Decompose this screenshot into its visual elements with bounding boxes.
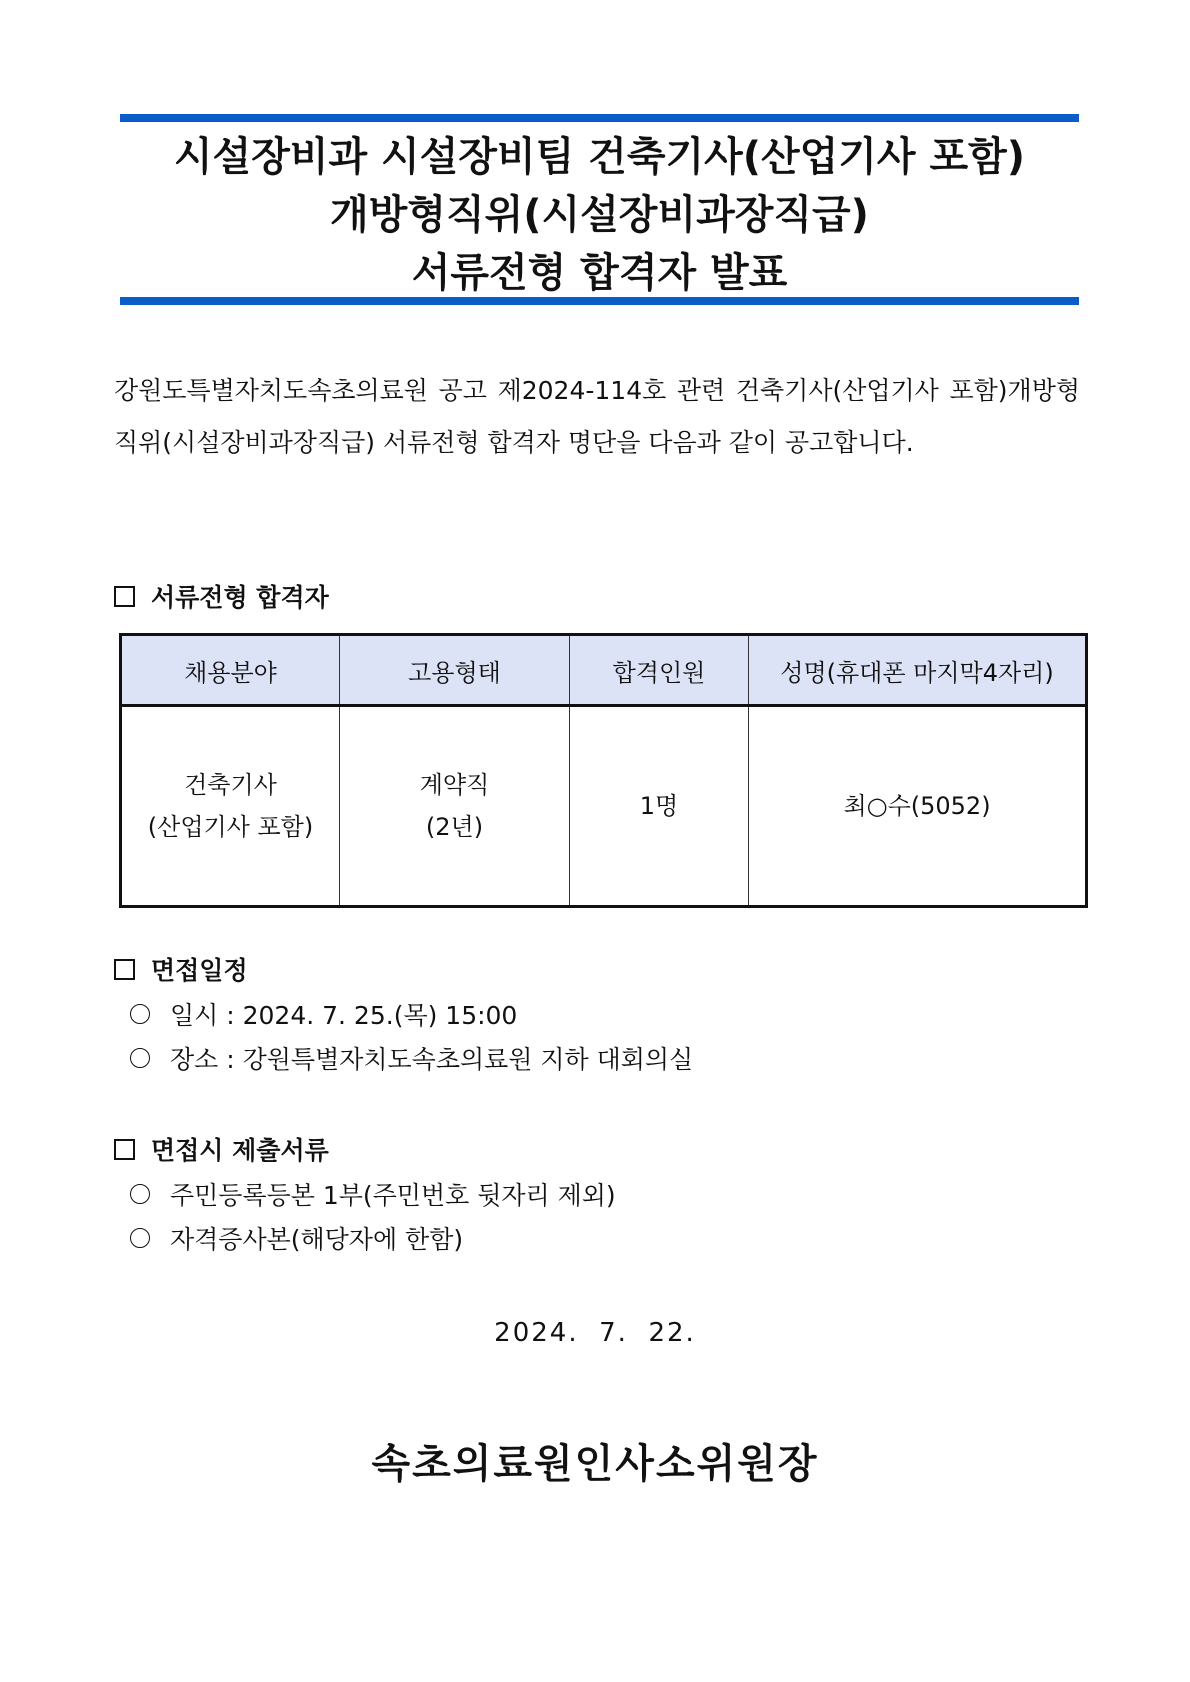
section-heading-interview: [114, 951, 248, 987]
cell-field: [121, 706, 340, 907]
bullet-text: 자격증사본(해당자에 한함): [170, 1225, 464, 1254]
title-line-1: 시설장비과 시설장비팀 건축기사(산업기사 포함): [173, 134, 1026, 180]
table-header-row: [121, 635, 1087, 706]
title-top-rule: [120, 114, 1079, 122]
cell-field-line-2: (산업기사 포함): [147, 813, 314, 841]
checkbox-icon: [114, 1139, 135, 1160]
title-bottom-rule: [120, 297, 1079, 305]
circle-bullet-icon: [130, 1004, 150, 1024]
passers-table: [119, 633, 1088, 908]
interview-item-datetime: [130, 996, 517, 1032]
page-title: [100, 128, 1099, 302]
cell-field-line-1: 건축기사: [184, 771, 277, 799]
circle-bullet-icon: [130, 1228, 150, 1248]
column-header-employment: 고용형태: [340, 635, 570, 706]
section-heading-passers: [114, 578, 329, 614]
intro-paragraph: 강원도특별자치도속초의료원 공고 제2024-114호 관련 건축기사(산업기사 포함)개방형직위(시설장비과장직급) 서류전형 합격자 명단을 다음과 같이 공고합니다.: [114, 376, 1080, 457]
circle-bullet-icon: [130, 1048, 150, 1068]
document-item-resident-register: [130, 1176, 616, 1212]
checkbox-icon: [114, 959, 135, 980]
interview-item-location: [130, 1040, 693, 1076]
column-header-name: 성명(휴대폰 마지막4자리): [749, 635, 1087, 706]
column-header-field: 채용분야: [121, 635, 340, 706]
section-heading-label: 면접시 제출서류: [151, 1136, 329, 1165]
cell-count: 1명: [570, 706, 749, 907]
bullet-text: 일시 : 2024. 7. 25.(목) 15:00: [170, 1001, 518, 1030]
cell-employment: [340, 706, 570, 907]
bullet-text: 장소 : 강원특별자치도속초의료원 지하 대회의실: [170, 1045, 694, 1074]
section-heading-label: 면접일정: [151, 956, 248, 985]
section-heading-documents: [114, 1131, 329, 1167]
cell-name: 최○수(5052): [749, 706, 1087, 907]
cell-employment-line-1: 계약직: [419, 771, 490, 799]
document-item-certificate: [130, 1220, 463, 1256]
signer-name: 속초의료원인사소위원장: [371, 1441, 819, 1487]
cell-employment-line-2: (2년): [425, 813, 484, 841]
title-line-2: 개방형직위(시설장비과장직급): [330, 192, 869, 238]
column-header-count: 합격인원: [570, 635, 749, 706]
circle-bullet-icon: [130, 1184, 150, 1204]
announcement-date: 2024. 7. 22.: [494, 1318, 696, 1348]
table-row: [121, 706, 1087, 907]
section-heading-label: 서류전형 합격자: [151, 583, 329, 612]
checkbox-icon: [114, 586, 135, 607]
bullet-text: 주민등록등본 1부(주민번호 뒷자리 제외): [170, 1181, 616, 1210]
title-line-3: 서류전형 합격자 발표: [411, 250, 788, 296]
